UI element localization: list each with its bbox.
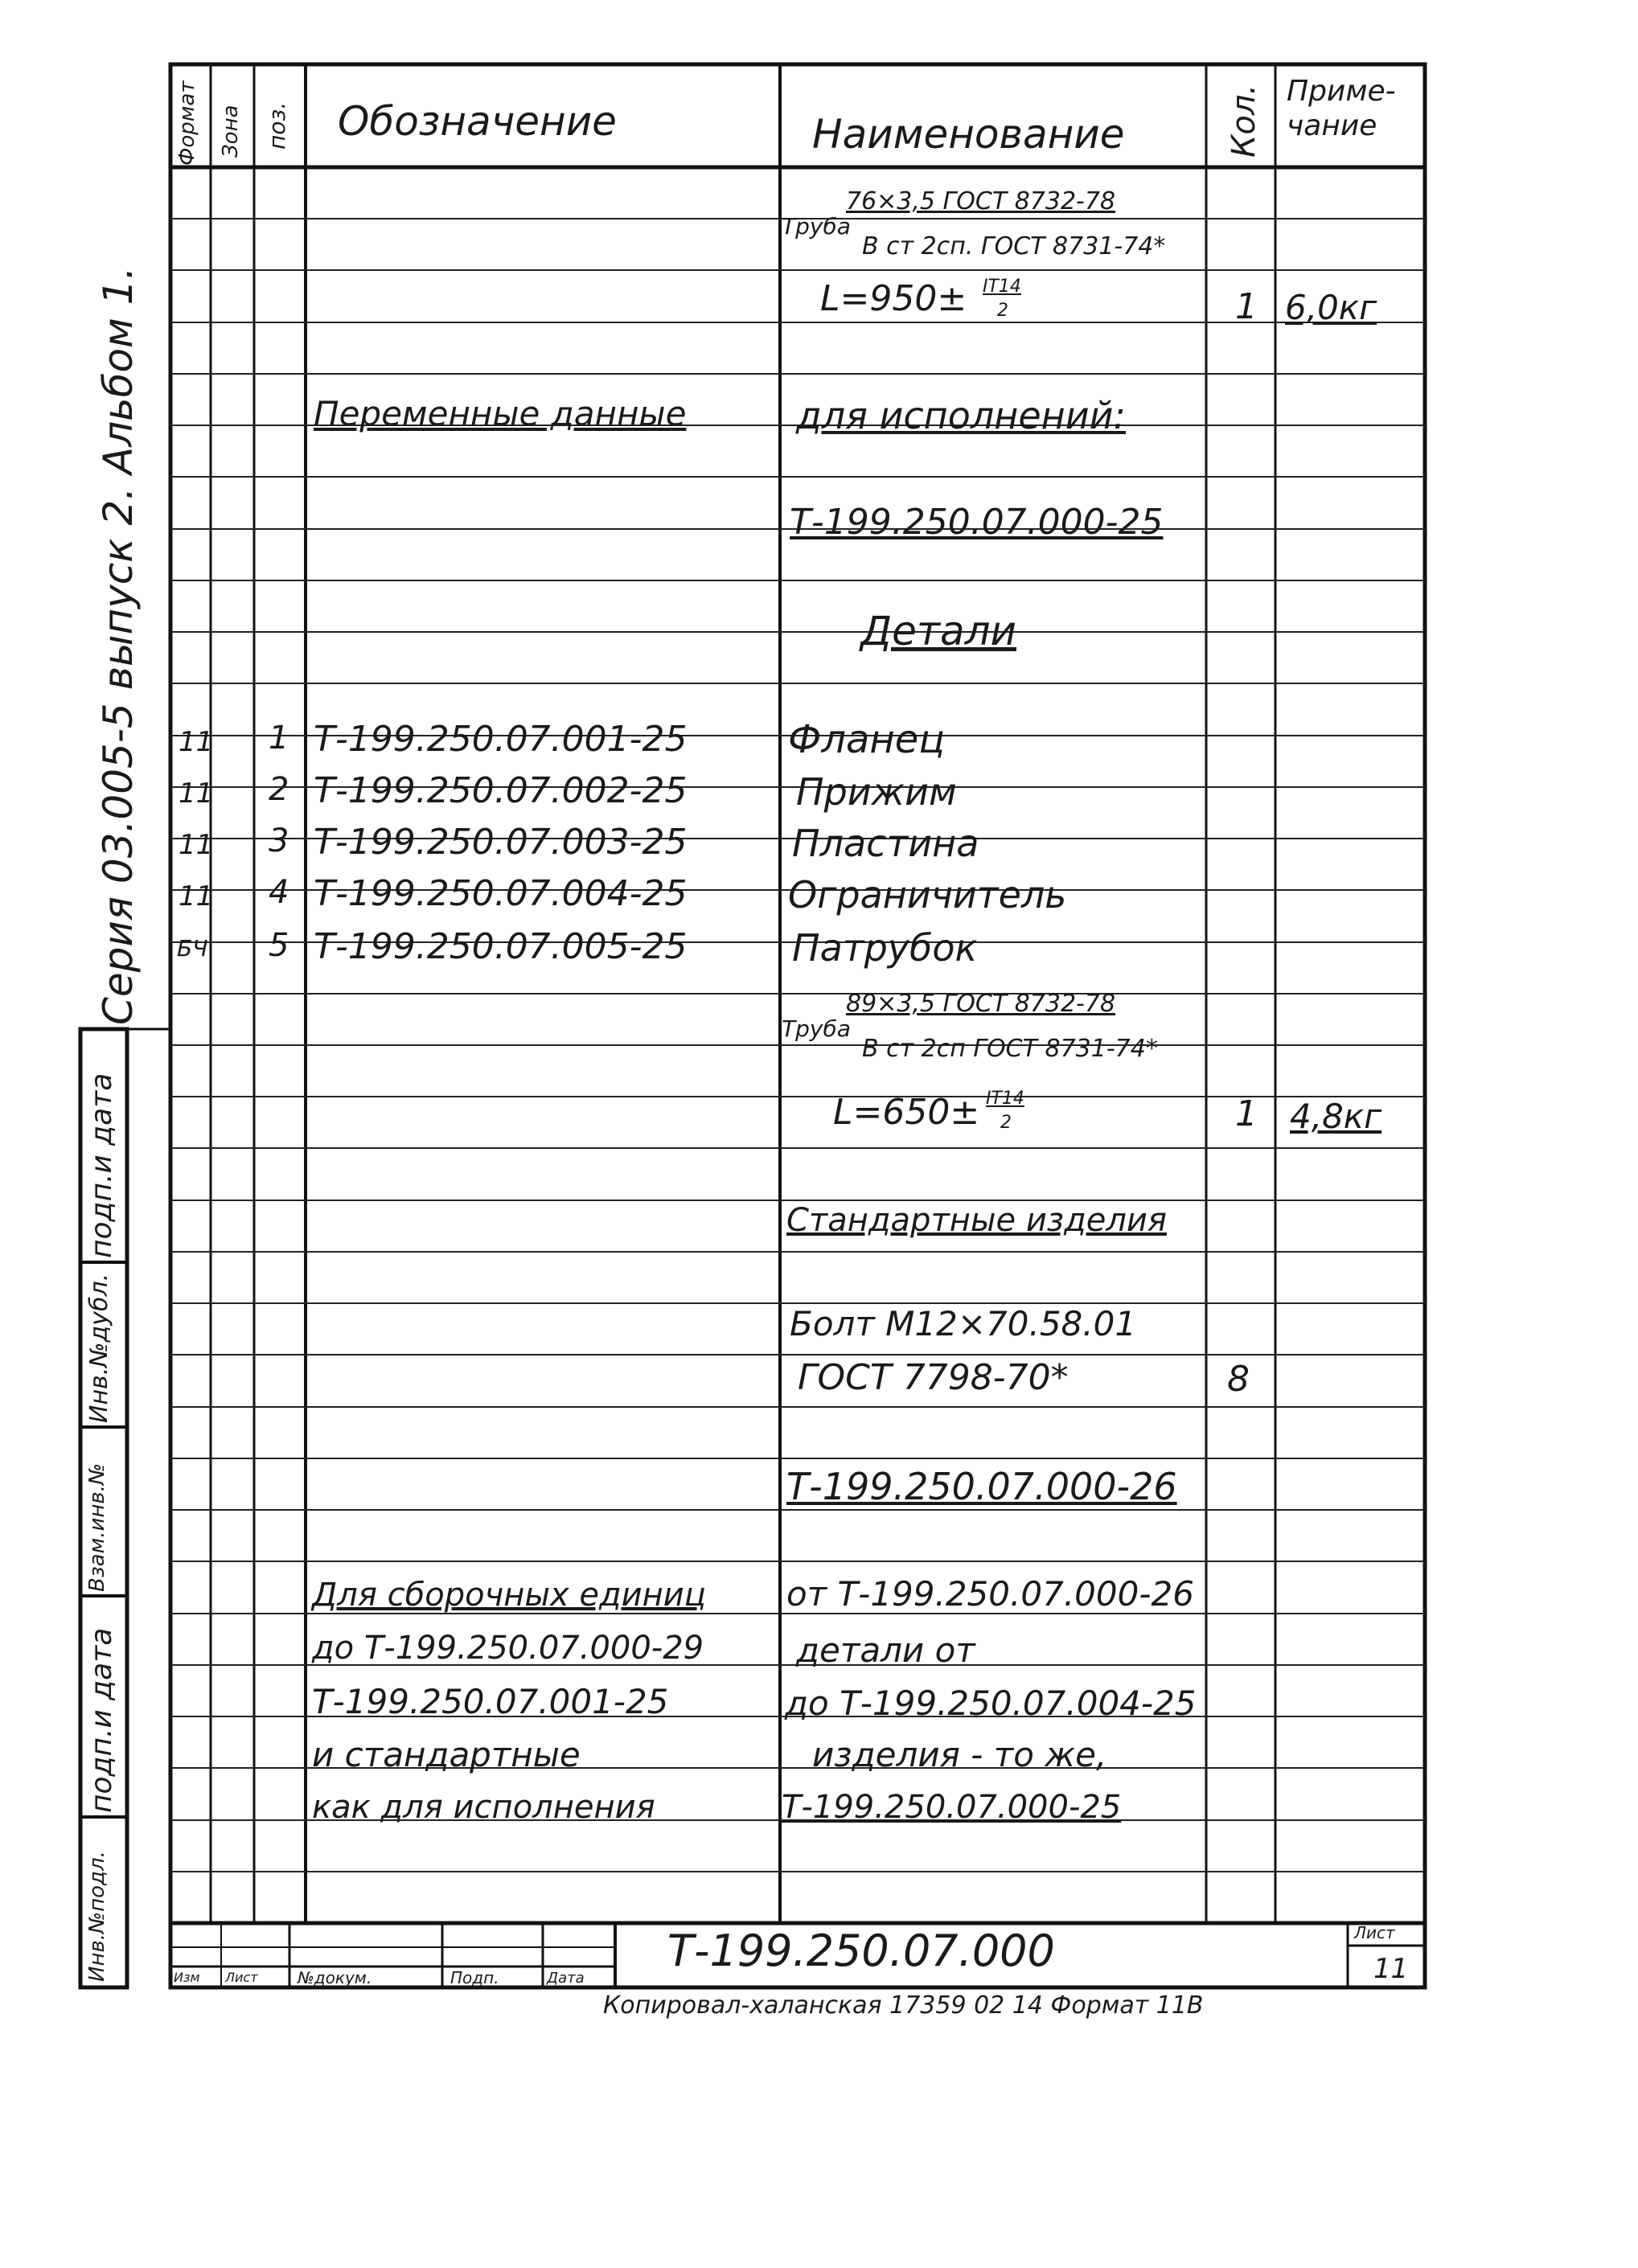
tb-col-date: Дата: [547, 1970, 585, 1987]
tb-col-change: Изм: [174, 1970, 200, 1985]
pipe2-spec-top: 89×3,5 ГОСТ 8732-78: [846, 990, 1116, 1018]
part-5-name: Патрубок: [792, 926, 978, 970]
note-right-4: изделия - то же,: [812, 1735, 1107, 1774]
pipe1-label: Труба: [782, 213, 851, 240]
pipe1-qty: 1: [1235, 286, 1258, 327]
part-4-name: Ограничитель: [788, 873, 1067, 917]
part-3-designation: Т-199.250.07.003-25: [314, 822, 688, 863]
variable-data-left: Переменные данные: [314, 394, 687, 433]
section-parts: Детали: [860, 608, 1017, 654]
part-3-pos: 3: [269, 822, 289, 859]
pipe2-mass: 4,8кг: [1290, 1097, 1382, 1136]
pipe2-qty: 1: [1235, 1093, 1258, 1134]
part-1-pos: 1: [269, 720, 289, 757]
document-number: Т-199.250.07.000: [667, 1926, 1055, 1976]
note-left-2: до Т-199.250.07.000-29: [312, 1630, 704, 1667]
stamp-sign-date-2: подп.и дата: [85, 1072, 118, 1258]
note-left-3: Т-199.250.07.001-25: [312, 1682, 669, 1721]
note-right-5: Т-199.250.07.000-25: [782, 1789, 1122, 1826]
pipe1-spec-top: 76×3,5 ГОСТ 8732-78: [846, 187, 1116, 215]
part-5-pos: 5: [269, 927, 289, 964]
pipe1-tolerance-den: 2: [997, 301, 1008, 321]
sheet-number: 11: [1373, 1953, 1409, 1985]
variant-26: Т-199.250.07.000-26: [786, 1465, 1177, 1508]
part-4-pos: 4: [269, 874, 289, 911]
pipe1-mass: 6,0кг: [1285, 288, 1377, 327]
part-2-designation: Т-199.250.07.002-25: [314, 770, 688, 811]
pipe1-length: L=950±: [820, 278, 967, 319]
tb-col-sign: Подп.: [450, 1968, 499, 1987]
stamp-inv-orig: Инв.№подл.: [85, 1851, 109, 1982]
note-left-1: Для сборочных единиц: [312, 1577, 706, 1614]
part-2-format: 11: [179, 777, 214, 810]
part-3-name: Пластина: [792, 822, 979, 865]
bolt-designation: Болт М12×70.58.01: [790, 1304, 1137, 1343]
variant-25: Т-199.250.07.000-25: [790, 502, 1164, 543]
header-format: Формат: [175, 80, 199, 166]
note-left-4: и стандартные: [312, 1735, 581, 1774]
pipe2-spec-bottom: В ст 2сп ГОСТ 8731-74*: [862, 1035, 1158, 1063]
pipe2-tolerance-den: 2: [1000, 1113, 1012, 1133]
stamp-replace-inv: Взам.инв.№: [85, 1463, 109, 1592]
header-note: Приме- чание: [1287, 75, 1396, 143]
sheet-label: Лист: [1354, 1923, 1395, 1942]
note-right-3: до Т-199.250.07.004-25: [785, 1684, 1197, 1723]
pipe1-tolerance-num: IT14: [983, 277, 1021, 297]
stamp-inv-dup: Инв.№дубл.: [85, 1273, 113, 1423]
part-5-format: БЧ: [177, 935, 208, 962]
pipe2-tolerance-num: IT14: [986, 1089, 1024, 1109]
part-4-designation: Т-199.250.07.004-25: [314, 873, 688, 914]
bolt-standard: ГОСТ 7798-70*: [798, 1357, 1069, 1398]
header-qty: Кол.: [1225, 84, 1262, 158]
part-3-format: 11: [179, 829, 214, 861]
tb-col-docnum: №докум.: [298, 1968, 372, 1987]
note-left-5: как для исполнения: [312, 1789, 655, 1826]
stamp-sign-date-1: подп.и дата: [85, 1627, 118, 1813]
part-2-pos: 2: [269, 771, 289, 808]
header-designation: Обозначение: [338, 98, 617, 145]
variable-data-right: для исполнений:: [796, 394, 1127, 437]
part-1-name: Фланец: [788, 717, 945, 762]
part-5-designation: Т-199.250.07.005-25: [314, 926, 688, 967]
footer-copy-format: Копировал-халанская 17359 02 14 Формат 11В: [603, 1991, 1204, 2020]
header-name: Наименование: [812, 111, 1125, 158]
series-side-text: Серия 03.005-5 выпуск 2. Альбом 1.: [95, 266, 142, 1025]
pipe2-length: L=650±: [833, 1092, 980, 1133]
bolt-qty: 8: [1227, 1359, 1250, 1400]
header-pos: поз.: [264, 101, 290, 150]
section-standard-items: Стандартные изделия: [786, 1202, 1167, 1239]
part-4-format: 11: [179, 880, 214, 913]
tb-col-sheet: Лист: [225, 1970, 258, 1985]
pipe1-spec-bottom: В ст 2сп. ГОСТ 8731-74*: [862, 232, 1166, 260]
part-1-designation: Т-199.250.07.001-25: [314, 719, 688, 760]
part-1-format: 11: [179, 726, 214, 758]
header-zone: Зона: [219, 105, 243, 158]
part-2-name: Прижим: [796, 770, 957, 814]
note-right-2: детали от: [796, 1630, 975, 1670]
pipe2-label: Труба: [782, 1015, 851, 1042]
note-right-1: от Т-199.250.07.000-26: [786, 1574, 1194, 1614]
